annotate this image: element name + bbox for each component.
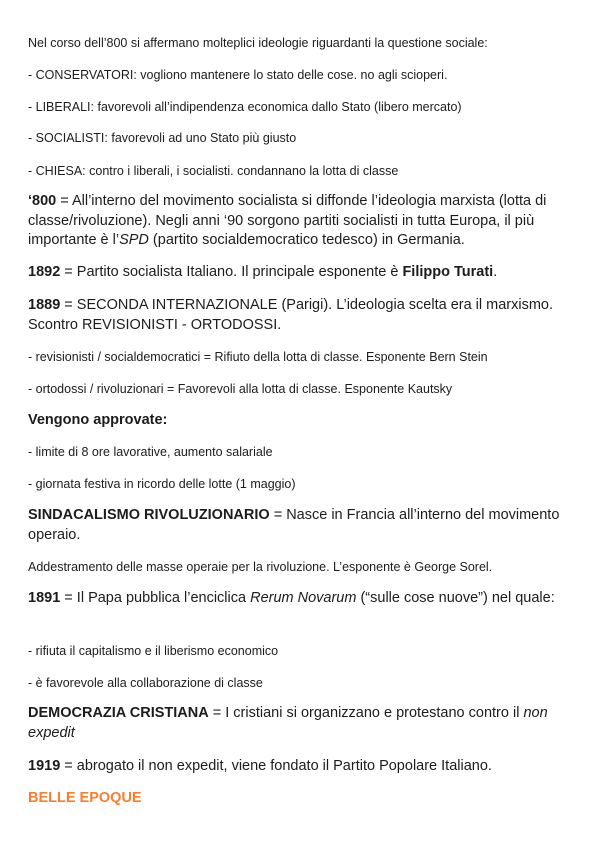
year-800: ‘800: [28, 193, 57, 209]
paragraph-democrazia-cristiana: [28, 704, 573, 743]
faction-revisionisti: - revisionisti / socialdemocratici = Rifiuto della lotta di classe. Esponente Bern Stein: [28, 350, 488, 364]
dc-term: DEMOCRAZIA CRISTIANA: [28, 705, 209, 721]
paragraph-1892-text: = Partito socialista Italiano. Il principale esponente è: [60, 264, 403, 280]
paragraph-1891-text-a: = Il Papa pubblica l’enciclica: [60, 590, 251, 606]
paragraph-1919-text: = abrogato il non expedit, viene fondato il Partito Popolare Italiano.: [60, 758, 492, 774]
paragraph-1919: [28, 757, 573, 777]
paragraph-800-text-a: = All’interno del movimento socialista si diffonde l’ideologia marxista (lotta di classe/rivoluzione). Negli anni ‘90 sorgono partiti socialisti in tutta Europa, il più importante è l’: [28, 193, 547, 248]
paragraph-sindacalismo: [28, 506, 573, 545]
sindacalismo-term: SINDACALISMO RIVOLUZIONARIO: [28, 507, 270, 523]
approved-item-maggio: - giornata festiva in ricordo delle lotte (1 maggio): [28, 477, 296, 491]
rerum-novarum-title: Rerum Novarum: [250, 590, 357, 606]
ideology-chiesa: - CHIESA: contro i liberali, i socialisti. condannano la lotta di classe: [28, 164, 399, 178]
paragraph-1889: [28, 296, 573, 335]
encyclical-item-collaborazione: - è favorevole alla collaborazione di classe: [28, 676, 263, 690]
paragraph-1891-text-b: (“sulle cose nuove”) nel quale:: [356, 590, 555, 606]
paragraph-1892-end: .: [493, 264, 498, 280]
encyclical-item-capitalismo: - rifiuta il capitalismo e il liberismo economico: [28, 644, 279, 658]
year-1919: 1919: [28, 758, 61, 774]
paragraph-1889-text: = SECONDA INTERNAZIONALE (Parigi). L’ideologia scelta era il marxismo. Scontro REVISIONISTI - ORTODOSSI.: [28, 297, 554, 333]
sindacalismo-detail: Addestramento delle masse operaie per la rivoluzione. L’esponente è George Sorel.: [28, 560, 493, 574]
faction-ortodossi: - ortodossi / rivoluzionari = Favorevoli alla lotta di classe. Esponente Kautsky: [28, 382, 453, 396]
filippo-turati: Filippo Turati: [402, 264, 494, 280]
spd-term: SPD: [119, 232, 149, 248]
belle-epoque-heading: BELLE EPOQUE: [28, 790, 142, 806]
paragraph-800-text-b: (partito socialdemocratico tedesco) in Germania.: [148, 232, 465, 248]
ideology-conservatori: - CONSERVATORI: vogliono mantenere lo stato delle cose. no agli scioperi.: [28, 68, 448, 82]
approved-item-ore: - limite di 8 ore lavorative, aumento salariale: [28, 445, 273, 459]
non-expedit-phrase: non expedit: [28, 705, 548, 741]
paragraph-1892: [28, 263, 573, 283]
sindacalismo-text: = Nasce in Francia all’interno del movimento operaio.: [28, 507, 560, 543]
ideology-liberali: - LIBERALI: favorevoli all’indipendenza economica dallo Stato (libero mercato): [28, 100, 462, 114]
paragraph-800: [28, 192, 573, 251]
intro-text: Nel corso dell’800 si affermano molteplici ideologie riguardanti la questione sociale:: [28, 36, 488, 50]
year-1892: 1892: [28, 264, 61, 280]
approved-heading: Vengono approvate:: [28, 412, 168, 428]
year-1889: 1889: [28, 297, 61, 313]
year-1891: 1891: [28, 590, 61, 606]
dc-text: = I cristiani si organizzano e protestano contro il: [208, 705, 524, 721]
ideology-socialisti: - SOCIALISTI: favorevoli ad uno Stato più giusto: [28, 131, 297, 145]
paragraph-1891: [28, 589, 573, 609]
